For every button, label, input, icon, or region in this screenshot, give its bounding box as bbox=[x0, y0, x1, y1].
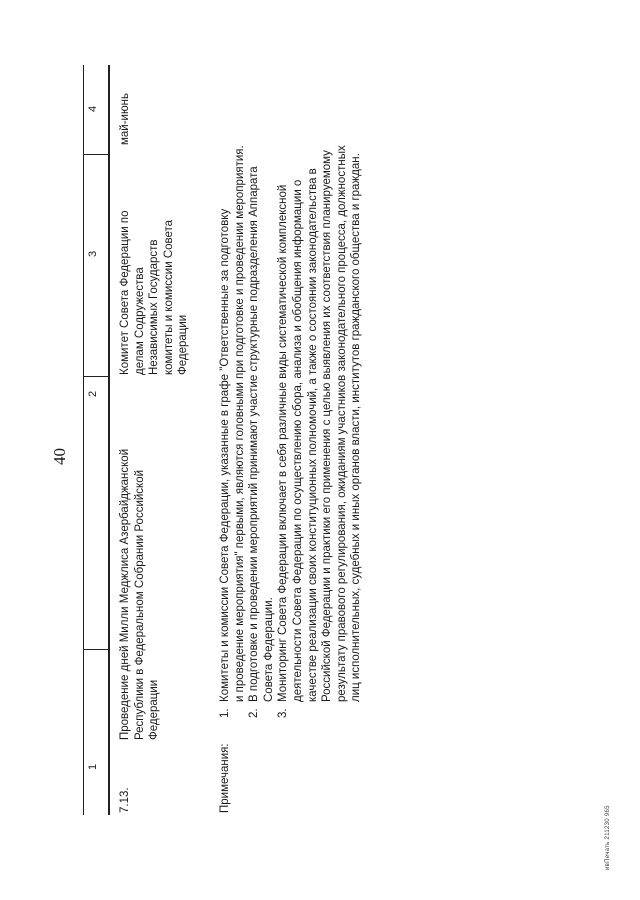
note-line: Совета Федерации. bbox=[262, 597, 275, 702]
note-line: качестве реализации своих конституционных полномочий, а также о состоянии законодательства в bbox=[306, 168, 319, 702]
row-number: 7.13. bbox=[119, 787, 131, 813]
note-item bbox=[247, 98, 276, 718]
event-line: Республики в Федеральном Собрании Российской bbox=[133, 469, 146, 740]
responsible-line: Независимых Государств bbox=[148, 239, 161, 375]
column-header-3: 3 bbox=[87, 250, 99, 257]
column-divider bbox=[84, 649, 108, 650]
event-line: Проведение дней Милли Меджлиса Азербайджанской bbox=[119, 448, 131, 740]
notes-list bbox=[218, 98, 364, 718]
note-number: 1. bbox=[219, 708, 231, 718]
note-number: 2. bbox=[248, 708, 261, 718]
responsible-line: комитеты и комиссии Совета bbox=[162, 219, 175, 375]
page-number: 40 bbox=[50, 448, 69, 465]
note-item bbox=[218, 98, 247, 718]
table-header bbox=[84, 65, 109, 815]
note-line: Российской Федерации и практики его применения с целью выявления их соответствия планируемому bbox=[321, 150, 334, 702]
column-header-4: 4 bbox=[87, 105, 99, 112]
note-line: и проведение мероприятия" первыми, являются головными при подготовке и проведении мероприятия. bbox=[233, 145, 246, 702]
column-divider bbox=[84, 376, 108, 377]
period-cell: май-июнь bbox=[119, 93, 131, 145]
note-line: Комитеты и комиссии Совета Федерации, указанные в графе "Ответственные за подготовку bbox=[219, 208, 231, 702]
column-header-1: 1 bbox=[87, 763, 99, 770]
column-divider bbox=[84, 154, 108, 155]
responsible-line: Комитет Совета Федерации по bbox=[119, 210, 131, 375]
note-line: деятельности Совета Федерации по осуществлению сбора, анализа и обобщения информации о bbox=[291, 179, 304, 702]
plan-table bbox=[83, 65, 110, 815]
note-number: 3. bbox=[277, 708, 290, 718]
note-item bbox=[276, 98, 364, 718]
event-line: Федерации bbox=[148, 679, 161, 740]
note-line: лиц исполнительных, судебных и иных органов власти, институтов гражданского общества и граждан. bbox=[350, 153, 363, 702]
notes-heading: Примечания: bbox=[219, 743, 231, 813]
responsible-line: Федерации bbox=[177, 314, 190, 375]
print-footer: ивПечать 211230 965 bbox=[605, 805, 611, 870]
event-cell bbox=[118, 440, 162, 740]
note-line: В подготовке и проведении мероприятий принимают участие структурные подразделения Аппарата bbox=[248, 166, 261, 702]
note-line: результату правового регулирования, ожиданиям участников законодательного процесса, должностных bbox=[335, 145, 348, 702]
responsible-cell bbox=[118, 175, 191, 375]
note-line: Мониторинг Совета Федерации включает в себя различные виды систематической комплексной bbox=[277, 184, 290, 702]
responsible-line: делам Содружества bbox=[133, 267, 146, 375]
column-header-2: 2 bbox=[87, 390, 99, 397]
